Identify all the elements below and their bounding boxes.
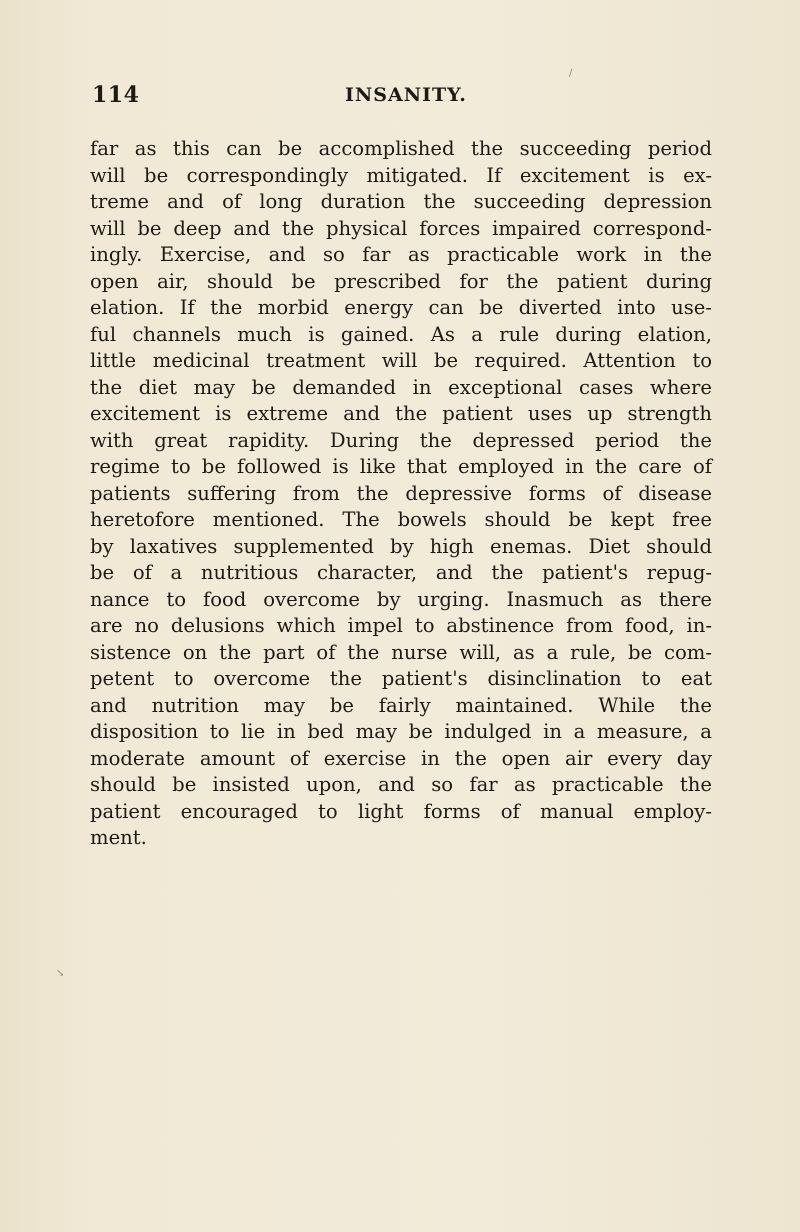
- body-paragraph: [90, 136, 712, 852]
- text-line: ful channels much is gained. As a rule during elation,: [90, 322, 712, 346]
- text-line: heretofore mentioned. The bowels should be kept free: [90, 508, 712, 531]
- text-line: moderate amount of exercise in the open air every day: [90, 746, 712, 770]
- text-line: will be deep and the physical forces impaired correspond-: [90, 216, 712, 240]
- text-line: open air, should be prescribed for the patient during: [90, 269, 712, 293]
- text-line: treme and of long duration the succeeding depression: [90, 190, 712, 213]
- running-title: INSANITY.: [345, 84, 467, 106]
- text-line: the diet may be demanded in exceptional cases where: [90, 375, 712, 399]
- text-line: are no delusions which impel to abstinence from food, in-: [90, 614, 712, 637]
- text-line: little medicinal treatment will be required. Attention to: [90, 349, 712, 372]
- text-line: should be insisted upon, and so far as practicable the: [90, 773, 712, 796]
- text-line: will be correspondingly mitigated. If excitement is ex-: [90, 163, 712, 187]
- text-line: elation. If the morbid energy can be diverted into use-: [90, 296, 712, 319]
- text-line: be of a nutritious character, and the patient's repug-: [90, 561, 712, 584]
- text-line: patient encouraged to light forms of manual employ-: [90, 799, 712, 823]
- running-head: [92, 82, 712, 112]
- stray-mark: /: [569, 68, 573, 79]
- text-line: by laxatives supplemented by high enemas. Diet should: [90, 534, 712, 558]
- page-number: 114: [92, 82, 140, 108]
- text-line: ingly. Exercise, and so far as practicable work in the: [90, 243, 712, 266]
- text-line: and nutrition may be fairly maintained. While the: [90, 693, 712, 717]
- stray-mark: ↘: [56, 968, 65, 979]
- text-line: petent to overcome the patient's disinclination to eat: [90, 667, 712, 690]
- text-line: nance to food overcome by urging. Inasmuch as there: [90, 587, 712, 611]
- text-line: disposition to lie in bed may be indulged in a measure, a: [90, 720, 712, 743]
- text-line: ment.: [90, 826, 147, 849]
- text-line: sistence on the part of the nurse will, as a rule, be com-: [90, 640, 712, 664]
- text-line: far as this can be accomplished the succeeding period: [90, 137, 712, 160]
- text-line: regime to be followed is like that employed in the care of: [90, 455, 712, 478]
- text-line: patients suffering from the depressive forms of disease: [90, 481, 712, 505]
- text-line: excitement is extreme and the patient uses up strength: [90, 402, 712, 425]
- text-line: with great rapidity. During the depressed period the: [90, 428, 712, 452]
